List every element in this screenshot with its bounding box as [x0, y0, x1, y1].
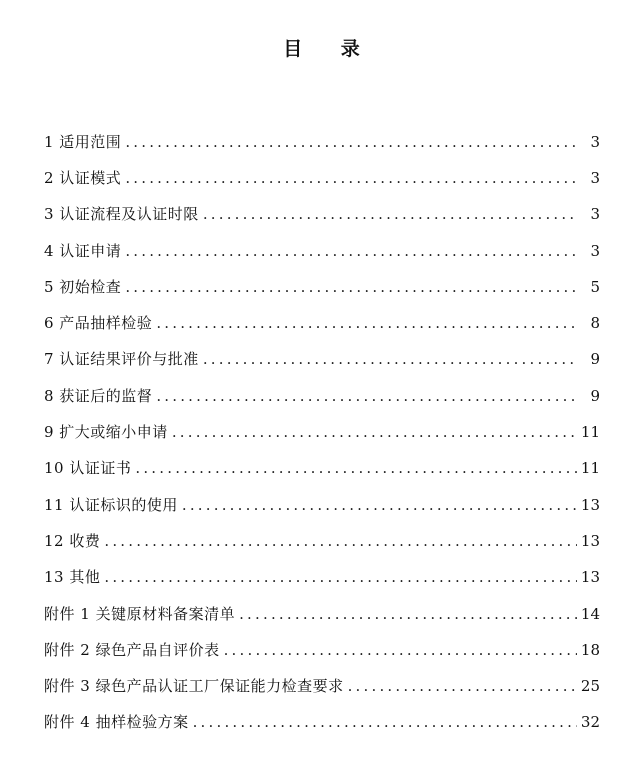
- dot-leader: [348, 679, 577, 694]
- toc-entry-page: 3: [590, 205, 600, 224]
- toc-entry[interactable]: [44, 451, 600, 487]
- toc-entry-page: 11: [580, 459, 600, 478]
- toc-entry-page: 3: [590, 168, 600, 187]
- toc-entry-label: 1 适用范围: [44, 132, 122, 151]
- toc-entry-page: 13: [580, 531, 600, 550]
- dot-leader: [203, 207, 578, 222]
- toc-entry[interactable]: [44, 705, 600, 741]
- toc-entry-label: 附件 3 绿色产品认证工厂保证能力检查要求: [44, 677, 344, 696]
- toc-entry[interactable]: [44, 160, 600, 196]
- dot-leader: [193, 715, 577, 730]
- toc-entry-label: 11 认证标识的使用: [44, 495, 178, 514]
- toc-entry-label: 4 认证申请: [44, 241, 122, 260]
- dot-leader: [156, 389, 578, 404]
- toc-entry-page: 3: [590, 241, 600, 260]
- dot-leader: [125, 244, 578, 259]
- toc-entry-label: 13 其他: [44, 568, 101, 587]
- toc-entry[interactable]: [44, 668, 600, 704]
- toc-entry-page: 13: [580, 568, 600, 587]
- toc-title: 目 录: [283, 38, 376, 60]
- toc-entry-label: 附件 4 抽样检验方案: [44, 713, 189, 732]
- dot-leader: [125, 280, 578, 295]
- toc-entry[interactable]: [44, 632, 600, 668]
- dot-leader: [135, 461, 577, 476]
- toc-entry-page: 3: [590, 132, 600, 151]
- toc-entry-page: 13: [580, 495, 600, 514]
- toc-entry-label: 5 初始检查: [44, 277, 122, 296]
- toc-entry-label: 8 获证后的监督: [44, 386, 153, 405]
- toc-entry-page: 9: [590, 350, 600, 369]
- toc-list: [44, 124, 600, 741]
- toc-entry-page: 9: [590, 386, 600, 405]
- toc-entry-label: 2 认证模式: [44, 168, 122, 187]
- toc-entry[interactable]: [44, 523, 600, 559]
- toc-entry-page: 5: [590, 277, 600, 296]
- dot-leader: [125, 171, 578, 186]
- toc-entry-label: 3 认证流程及认证时限: [44, 205, 199, 224]
- toc-entry-page: 25: [580, 677, 600, 696]
- toc-entry-page: 11: [580, 423, 600, 442]
- dot-leader: [104, 534, 577, 549]
- toc-entry[interactable]: [44, 305, 600, 341]
- toc-entry-label: 6 产品抽样检验: [44, 314, 153, 333]
- toc-entry-page: 18: [580, 640, 600, 659]
- toc-entry-label: 附件 2 绿色产品自评价表: [44, 640, 220, 659]
- toc-entry[interactable]: [44, 596, 600, 632]
- toc-entry-label: 7 认证结果评价与批准: [44, 350, 199, 369]
- toc-entry[interactable]: [44, 560, 600, 596]
- toc-entry-label: 10 认证证书: [44, 459, 132, 478]
- toc-entry[interactable]: [44, 414, 600, 450]
- dot-leader: [172, 425, 577, 440]
- toc-entry-page: 32: [580, 713, 600, 732]
- toc-entry[interactable]: [44, 487, 600, 523]
- toc-entry[interactable]: [44, 197, 600, 233]
- dot-leader: [239, 607, 577, 622]
- toc-entry-page: 8: [590, 314, 600, 333]
- dot-leader: [182, 498, 577, 513]
- dot-leader: [224, 643, 577, 658]
- toc-entry[interactable]: [44, 269, 600, 305]
- toc-entry-label: 附件 1 关键原材料备案清单: [44, 604, 236, 623]
- toc-entry[interactable]: [44, 124, 600, 160]
- toc-entry-label: 12 收费: [44, 531, 101, 550]
- toc-entry[interactable]: [44, 233, 600, 269]
- dot-leader: [156, 316, 578, 331]
- dot-leader: [203, 352, 578, 367]
- dot-leader: [125, 135, 578, 150]
- toc-entry[interactable]: [44, 378, 600, 414]
- dot-leader: [104, 570, 577, 585]
- toc-entry-page: 14: [580, 604, 600, 623]
- toc-entry[interactable]: [44, 342, 600, 378]
- toc-entry-label: 9 扩大或缩小申请: [44, 423, 168, 442]
